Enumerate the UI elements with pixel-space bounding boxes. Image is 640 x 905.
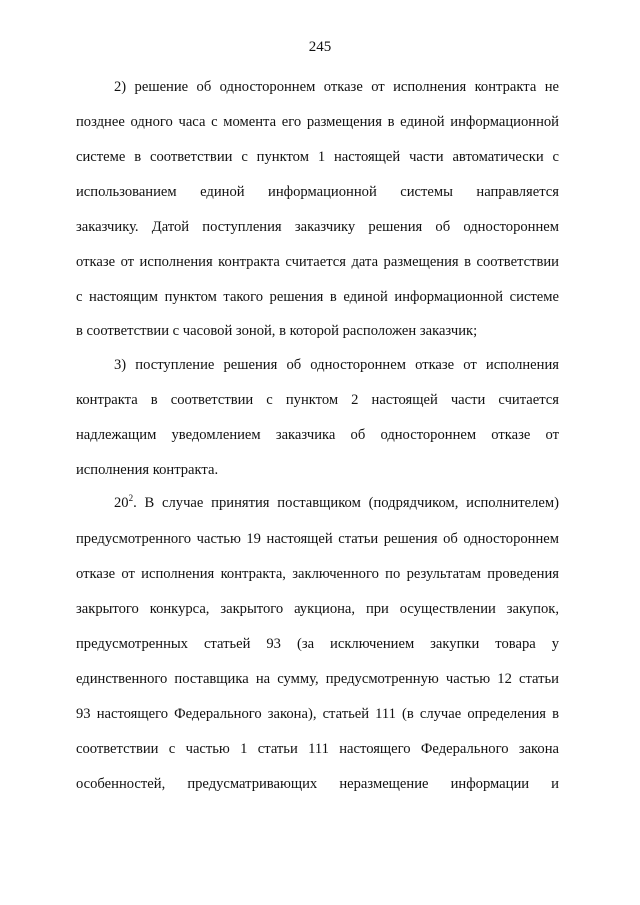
text-line: 3) поступление решения об одностороннем отказе от исполнения — [114, 357, 559, 373]
section-number: $20^2$ — [114, 493, 134, 511]
page-number: 245 — [308, 39, 332, 55]
text-line: позднее одного часа с момента его размещения в единой информационной — [76, 114, 559, 130]
text-line: 93 настоящего Федерального закона), статьей 111 (в случае определения в — [76, 706, 559, 722]
text-line: закрытого конкурса, закрытого аукциона, при осуществлении закупок, — [76, 601, 559, 617]
text-line: отказе от исполнения контракта считается дата размещения в соответствии — [76, 254, 559, 270]
text-line: особенностей, предусматривающих неразмещение информации и — [76, 776, 559, 792]
text-line: исполнения контракта. — [76, 462, 219, 478]
text-line: с настоящим пунктом такого решения в единой информационной системе — [76, 289, 559, 305]
text-line: контракта в соответствии с пунктом 2 настоящей части считается — [76, 392, 559, 408]
paragraph-start-line: $20^2$. В случае принятия поставщиком (подрядчиком, исполнителем) — [114, 493, 559, 511]
text-line: системе в соответствии с пунктом 1 настоящей части автоматически с — [76, 149, 559, 165]
text-line: предусмотренных статьей 93 (за исключением закупки товара у — [76, 636, 559, 652]
text-line: заказчику. Датой поступления заказчику решения об одностороннем — [76, 219, 559, 235]
superscript: 2 — [128, 493, 134, 503]
text-line: отказе от исполнения контракта, заключенного по результатам проведения — [76, 566, 559, 582]
text-line: соответствии с частью 1 статьи 111 настоящего Федерального закона — [76, 741, 559, 757]
text-line: использованием единой информационной системы направляется — [76, 184, 559, 200]
text-line: единственного поставщика на сумму, предусмотренную частью 12 статьи — [76, 671, 559, 687]
text-line: надлежащим уведомлением заказчика об одностороннем отказе от — [76, 427, 559, 443]
text-line: предусмотренного частью 19 настоящей статьи решения об одностороннем — [76, 531, 559, 547]
text-line: в соответствии с часовой зоной, в которой расположен заказчик; — [76, 323, 478, 339]
text-line: 2) решение об одностороннем отказе от исполнения контракта не — [114, 79, 559, 95]
